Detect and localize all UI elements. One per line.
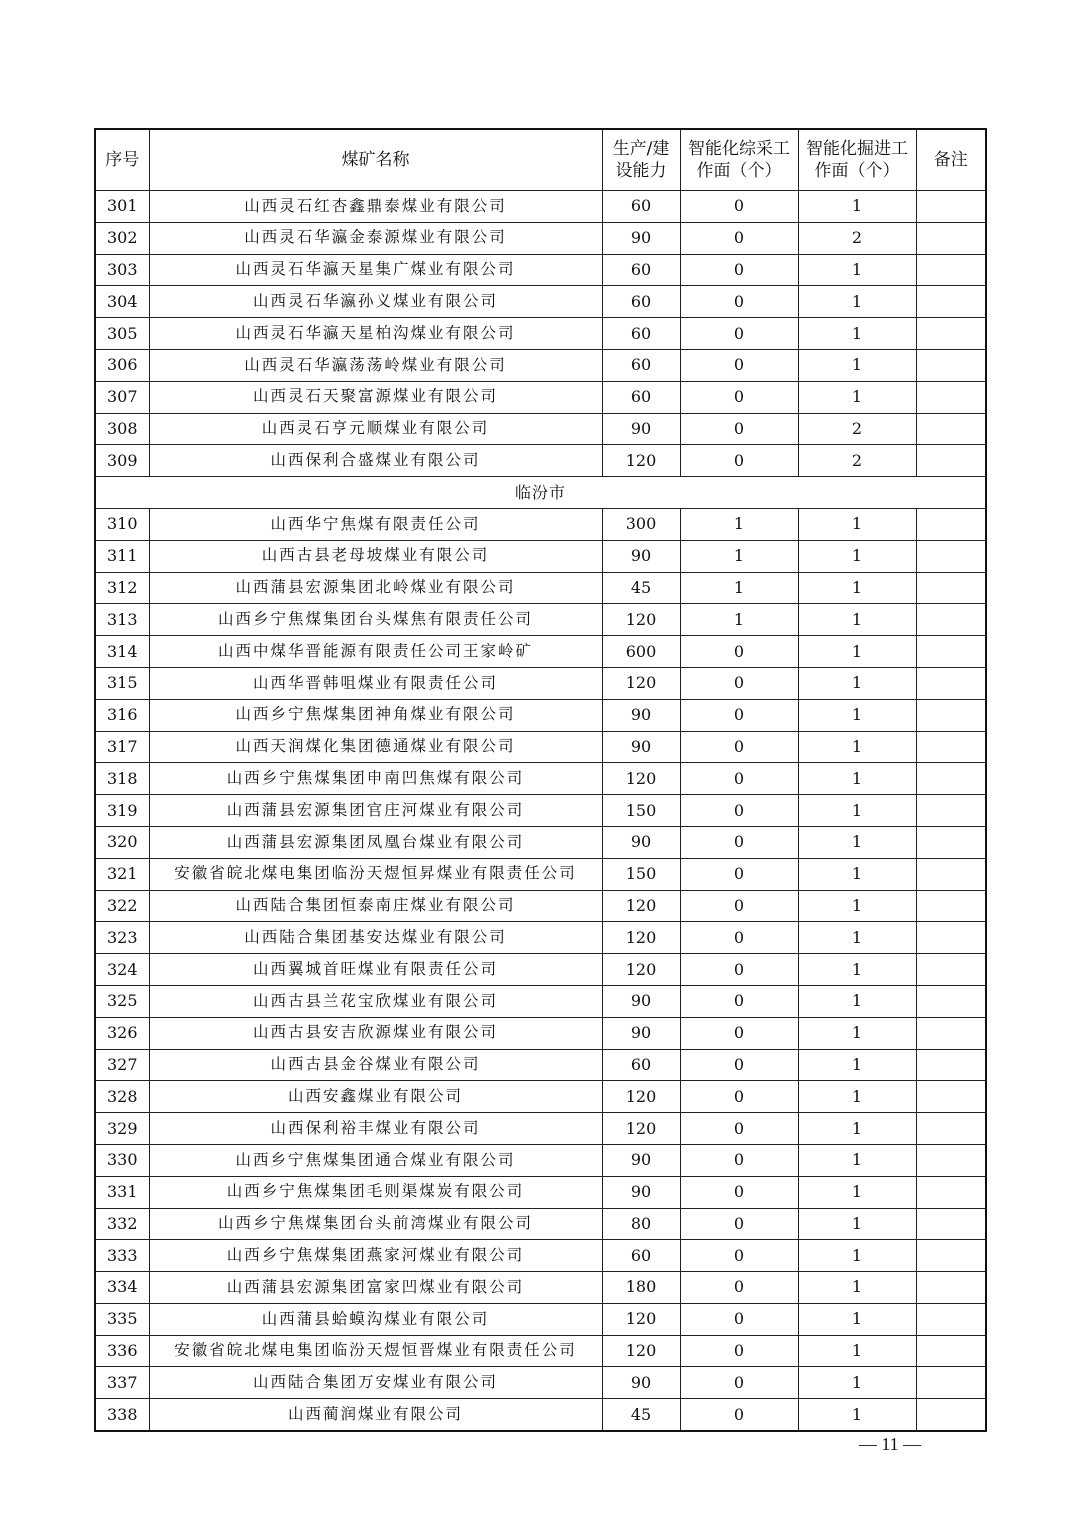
cell-tunneling: 1 <box>798 508 916 540</box>
cell-mining: 0 <box>680 445 798 477</box>
header-remark: 备注 <box>916 129 986 191</box>
table-row <box>95 413 986 445</box>
cell-tunneling: 1 <box>798 286 916 318</box>
table-row <box>95 763 986 795</box>
cell-tunneling: 1 <box>798 890 916 922</box>
cell-tunneling: 1 <box>798 381 916 413</box>
table-row <box>95 922 986 954</box>
table-row <box>95 826 986 858</box>
cell-tunneling: 1 <box>798 191 916 223</box>
cell-capacity: 120 <box>602 445 680 477</box>
cell-name: 山西乡宁焦煤集团台头煤焦有限责任公司 <box>149 604 602 636</box>
cell-mining: 0 <box>680 1399 798 1431</box>
cell-seq: 315 <box>95 667 149 699</box>
cell-tunneling: 1 <box>798 1303 916 1335</box>
table-header-row <box>95 129 986 191</box>
cell-seq: 312 <box>95 572 149 604</box>
cell-capacity: 45 <box>602 1399 680 1431</box>
table-row <box>95 1335 986 1367</box>
cell-seq: 311 <box>95 540 149 572</box>
cell-name: 山西保利裕丰煤业有限公司 <box>149 1113 602 1145</box>
cell-seq: 336 <box>95 1335 149 1367</box>
cell-remark <box>916 826 986 858</box>
cell-tunneling: 1 <box>798 540 916 572</box>
cell-remark <box>916 731 986 763</box>
cell-tunneling: 1 <box>798 1272 916 1304</box>
cell-remark <box>916 445 986 477</box>
cell-name: 山西蒲县蛤蟆沟煤业有限公司 <box>149 1303 602 1335</box>
header-tunneling: 智能化掘进工作面（个） <box>798 129 916 191</box>
cell-mining: 0 <box>680 890 798 922</box>
cell-capacity: 120 <box>602 1335 680 1367</box>
cell-mining: 0 <box>680 318 798 350</box>
cell-remark <box>916 254 986 286</box>
cell-name: 安徽省皖北煤电集团临汾天煜恒晋煤业有限责任公司 <box>149 1335 602 1367</box>
cell-capacity: 120 <box>602 922 680 954</box>
cell-seq: 324 <box>95 954 149 986</box>
cell-remark <box>916 381 986 413</box>
cell-capacity: 90 <box>602 731 680 763</box>
table-row <box>95 318 986 350</box>
coal-mine-table <box>94 128 987 1432</box>
table-row <box>95 954 986 986</box>
cell-capacity: 120 <box>602 1113 680 1145</box>
cell-tunneling: 1 <box>798 795 916 827</box>
cell-capacity: 120 <box>602 763 680 795</box>
cell-seq: 323 <box>95 922 149 954</box>
table-row <box>95 1176 986 1208</box>
table-row <box>95 795 986 827</box>
cell-remark <box>916 1335 986 1367</box>
cell-name: 山西古县金谷煤业有限公司 <box>149 1049 602 1081</box>
cell-tunneling: 1 <box>798 572 916 604</box>
cell-mining: 0 <box>680 954 798 986</box>
cell-tunneling: 1 <box>798 636 916 668</box>
cell-name: 安徽省皖北煤电集团临汾天煜恒昇煤业有限责任公司 <box>149 858 602 890</box>
table-row <box>95 254 986 286</box>
cell-remark <box>916 890 986 922</box>
table-body <box>95 191 986 1432</box>
cell-remark <box>916 572 986 604</box>
cell-tunneling: 1 <box>798 954 916 986</box>
cell-capacity: 120 <box>602 890 680 922</box>
cell-capacity: 180 <box>602 1272 680 1304</box>
cell-capacity: 60 <box>602 318 680 350</box>
cell-tunneling: 1 <box>798 1081 916 1113</box>
cell-name: 山西古县兰花宝欣煤业有限公司 <box>149 985 602 1017</box>
table-row <box>95 636 986 668</box>
cell-capacity: 60 <box>602 349 680 381</box>
cell-name: 山西乡宁焦煤集团神角煤业有限公司 <box>149 699 602 731</box>
cell-capacity: 90 <box>602 413 680 445</box>
cell-capacity: 60 <box>602 1240 680 1272</box>
cell-mining: 0 <box>680 922 798 954</box>
table-row <box>95 1303 986 1335</box>
cell-mining: 1 <box>680 508 798 540</box>
cell-remark <box>916 1049 986 1081</box>
cell-name: 山西乡宁焦煤集团台头前湾煤业有限公司 <box>149 1208 602 1240</box>
cell-name: 山西灵石红杏鑫鼎泰煤业有限公司 <box>149 191 602 223</box>
cell-seq: 318 <box>95 763 149 795</box>
header-capacity: 生产/建设能力 <box>602 129 680 191</box>
cell-remark <box>916 1176 986 1208</box>
cell-name: 山西蒲县宏源集团凤凰台煤业有限公司 <box>149 826 602 858</box>
cell-name: 山西安鑫煤业有限公司 <box>149 1081 602 1113</box>
cell-remark <box>916 1240 986 1272</box>
cell-remark <box>916 985 986 1017</box>
cell-name: 山西灵石亨元顺煤业有限公司 <box>149 413 602 445</box>
cell-mining: 0 <box>680 254 798 286</box>
cell-tunneling: 1 <box>798 318 916 350</box>
table-row <box>95 1240 986 1272</box>
cell-tunneling: 1 <box>798 1240 916 1272</box>
cell-seq: 303 <box>95 254 149 286</box>
cell-seq: 327 <box>95 1049 149 1081</box>
cell-capacity: 120 <box>602 604 680 636</box>
cell-tunneling: 2 <box>798 222 916 254</box>
cell-capacity: 60 <box>602 191 680 223</box>
cell-seq: 335 <box>95 1303 149 1335</box>
table-row <box>95 222 986 254</box>
cell-seq: 317 <box>95 731 149 763</box>
cell-seq: 321 <box>95 858 149 890</box>
cell-capacity: 90 <box>602 1017 680 1049</box>
cell-name: 山西翼城首旺煤业有限责任公司 <box>149 954 602 986</box>
cell-remark <box>916 222 986 254</box>
cell-name: 山西保利合盛煤业有限公司 <box>149 445 602 477</box>
cell-seq: 313 <box>95 604 149 636</box>
cell-mining: 0 <box>680 1049 798 1081</box>
cell-tunneling: 1 <box>798 731 916 763</box>
table-row <box>95 858 986 890</box>
cell-mining: 0 <box>680 699 798 731</box>
cell-mining: 0 <box>680 1303 798 1335</box>
cell-name: 山西灵石华瀛荡荡岭煤业有限公司 <box>149 349 602 381</box>
cell-seq: 332 <box>95 1208 149 1240</box>
table-row <box>95 699 986 731</box>
cell-mining: 0 <box>680 636 798 668</box>
cell-name: 山西灵石华瀛天星柏沟煤业有限公司 <box>149 318 602 350</box>
cell-capacity: 80 <box>602 1208 680 1240</box>
cell-remark <box>916 667 986 699</box>
cell-seq: 334 <box>95 1272 149 1304</box>
cell-mining: 0 <box>680 731 798 763</box>
cell-remark <box>916 413 986 445</box>
cell-seq: 314 <box>95 636 149 668</box>
cell-seq: 316 <box>95 699 149 731</box>
section-row <box>95 477 986 509</box>
cell-name: 山西华晋韩咀煤业有限责任公司 <box>149 667 602 699</box>
cell-name: 山西古县老母坡煤业有限公司 <box>149 540 602 572</box>
cell-mining: 0 <box>680 191 798 223</box>
cell-mining: 0 <box>680 381 798 413</box>
cell-name: 山西蒲县宏源集团富家凹煤业有限公司 <box>149 1272 602 1304</box>
table-row <box>95 667 986 699</box>
cell-remark <box>916 954 986 986</box>
cell-tunneling: 1 <box>798 1113 916 1145</box>
cell-remark <box>916 1081 986 1113</box>
cell-mining: 0 <box>680 1081 798 1113</box>
cell-remark <box>916 1303 986 1335</box>
cell-tunneling: 1 <box>798 1399 916 1431</box>
cell-mining: 0 <box>680 413 798 445</box>
cell-remark <box>916 1144 986 1176</box>
cell-capacity: 150 <box>602 858 680 890</box>
table-row <box>95 731 986 763</box>
cell-capacity: 90 <box>602 699 680 731</box>
cell-seq: 338 <box>95 1399 149 1431</box>
cell-mining: 0 <box>680 858 798 890</box>
cell-tunneling: 1 <box>798 349 916 381</box>
cell-mining: 1 <box>680 604 798 636</box>
cell-capacity: 120 <box>602 954 680 986</box>
cell-capacity: 120 <box>602 1081 680 1113</box>
cell-remark <box>916 508 986 540</box>
cell-seq: 306 <box>95 349 149 381</box>
cell-capacity: 90 <box>602 222 680 254</box>
cell-name: 山西陆合集团基安达煤业有限公司 <box>149 922 602 954</box>
cell-remark <box>916 191 986 223</box>
page-number: — 11 — <box>858 1434 922 1454</box>
cell-name: 山西陆合集团恒泰南庄煤业有限公司 <box>149 890 602 922</box>
cell-seq: 319 <box>95 795 149 827</box>
cell-seq: 337 <box>95 1367 149 1399</box>
header-seq: 序号 <box>95 129 149 191</box>
cell-name: 山西蒲县宏源集团官庄河煤业有限公司 <box>149 795 602 827</box>
table-row <box>95 1049 986 1081</box>
cell-name: 山西乡宁焦煤集团毛则渠煤炭有限公司 <box>149 1176 602 1208</box>
cell-name: 山西天润煤化集团德通煤业有限公司 <box>149 731 602 763</box>
cell-name: 山西华宁焦煤有限责任公司 <box>149 508 602 540</box>
cell-capacity: 90 <box>602 1144 680 1176</box>
cell-mining: 0 <box>680 1113 798 1145</box>
cell-mining: 0 <box>680 1240 798 1272</box>
section-title: 临汾市 <box>95 477 986 509</box>
cell-seq: 305 <box>95 318 149 350</box>
table-row <box>95 572 986 604</box>
cell-mining: 0 <box>680 1176 798 1208</box>
table-row <box>95 1113 986 1145</box>
header-name: 煤矿名称 <box>149 129 602 191</box>
cell-mining: 0 <box>680 667 798 699</box>
cell-remark <box>916 540 986 572</box>
table-row <box>95 1144 986 1176</box>
cell-name: 山西蔺润煤业有限公司 <box>149 1399 602 1431</box>
cell-tunneling: 1 <box>798 1335 916 1367</box>
cell-remark <box>916 1272 986 1304</box>
cell-mining: 1 <box>680 572 798 604</box>
cell-mining: 0 <box>680 349 798 381</box>
cell-tunneling: 2 <box>798 413 916 445</box>
cell-name: 山西乡宁焦煤集团申南凹焦煤有限公司 <box>149 763 602 795</box>
cell-tunneling: 1 <box>798 858 916 890</box>
cell-tunneling: 1 <box>798 1367 916 1399</box>
table-row <box>95 1208 986 1240</box>
cell-remark <box>916 1017 986 1049</box>
cell-capacity: 90 <box>602 540 680 572</box>
cell-seq: 328 <box>95 1081 149 1113</box>
cell-tunneling: 1 <box>798 1144 916 1176</box>
cell-remark <box>916 349 986 381</box>
cell-capacity: 45 <box>602 572 680 604</box>
cell-mining: 0 <box>680 985 798 1017</box>
table-row <box>95 1272 986 1304</box>
cell-seq: 329 <box>95 1113 149 1145</box>
cell-seq: 302 <box>95 222 149 254</box>
cell-capacity: 90 <box>602 985 680 1017</box>
cell-tunneling: 1 <box>798 1017 916 1049</box>
cell-name: 山西灵石天聚富源煤业有限公司 <box>149 381 602 413</box>
cell-seq: 304 <box>95 286 149 318</box>
cell-name: 山西陆合集团万安煤业有限公司 <box>149 1367 602 1399</box>
cell-remark <box>916 286 986 318</box>
cell-mining: 0 <box>680 1208 798 1240</box>
cell-tunneling: 1 <box>798 922 916 954</box>
cell-name: 山西乡宁焦煤集团燕家河煤业有限公司 <box>149 1240 602 1272</box>
cell-tunneling: 1 <box>798 667 916 699</box>
cell-mining: 1 <box>680 540 798 572</box>
cell-tunneling: 2 <box>798 445 916 477</box>
cell-seq: 310 <box>95 508 149 540</box>
cell-mining: 0 <box>680 1272 798 1304</box>
cell-seq: 307 <box>95 381 149 413</box>
cell-name: 山西乡宁焦煤集团通合煤业有限公司 <box>149 1144 602 1176</box>
cell-tunneling: 1 <box>798 254 916 286</box>
cell-seq: 322 <box>95 890 149 922</box>
cell-seq: 333 <box>95 1240 149 1272</box>
cell-name: 山西灵石华瀛孙义煤业有限公司 <box>149 286 602 318</box>
cell-mining: 0 <box>680 763 798 795</box>
table-row <box>95 1399 986 1431</box>
cell-seq: 320 <box>95 826 149 858</box>
cell-mining: 0 <box>680 795 798 827</box>
cell-capacity: 60 <box>602 381 680 413</box>
table-row <box>95 1367 986 1399</box>
cell-tunneling: 1 <box>798 604 916 636</box>
table-row <box>95 508 986 540</box>
cell-name: 山西蒲县宏源集团北岭煤业有限公司 <box>149 572 602 604</box>
table-row <box>95 349 986 381</box>
cell-tunneling: 1 <box>798 826 916 858</box>
cell-tunneling: 1 <box>798 1208 916 1240</box>
cell-name: 山西灵石华瀛天星集广煤业有限公司 <box>149 254 602 286</box>
cell-seq: 331 <box>95 1176 149 1208</box>
cell-remark <box>916 763 986 795</box>
table-row <box>95 286 986 318</box>
cell-seq: 325 <box>95 985 149 1017</box>
cell-seq: 308 <box>95 413 149 445</box>
cell-capacity: 60 <box>602 1049 680 1081</box>
cell-capacity: 90 <box>602 826 680 858</box>
cell-tunneling: 1 <box>798 985 916 1017</box>
cell-tunneling: 1 <box>798 699 916 731</box>
cell-tunneling: 1 <box>798 763 916 795</box>
cell-remark <box>916 699 986 731</box>
cell-seq: 301 <box>95 191 149 223</box>
cell-capacity: 600 <box>602 636 680 668</box>
cell-seq: 309 <box>95 445 149 477</box>
cell-remark <box>916 318 986 350</box>
cell-remark <box>916 858 986 890</box>
table-row <box>95 604 986 636</box>
cell-capacity: 90 <box>602 1176 680 1208</box>
table-row <box>95 1081 986 1113</box>
cell-seq: 326 <box>95 1017 149 1049</box>
cell-tunneling: 1 <box>798 1049 916 1081</box>
table-row <box>95 381 986 413</box>
cell-mining: 0 <box>680 1367 798 1399</box>
cell-name: 山西灵石华瀛金泰源煤业有限公司 <box>149 222 602 254</box>
cell-remark <box>916 1113 986 1145</box>
cell-tunneling: 1 <box>798 1176 916 1208</box>
cell-remark <box>916 1208 986 1240</box>
cell-remark <box>916 795 986 827</box>
cell-mining: 0 <box>680 222 798 254</box>
cell-capacity: 90 <box>602 1367 680 1399</box>
cell-capacity: 60 <box>602 254 680 286</box>
cell-capacity: 300 <box>602 508 680 540</box>
cell-mining: 0 <box>680 1335 798 1367</box>
cell-capacity: 60 <box>602 286 680 318</box>
table-row <box>95 985 986 1017</box>
cell-remark <box>916 922 986 954</box>
cell-name: 山西古县安吉欣源煤业有限公司 <box>149 1017 602 1049</box>
cell-remark <box>916 636 986 668</box>
cell-remark <box>916 604 986 636</box>
cell-capacity: 150 <box>602 795 680 827</box>
cell-remark <box>916 1399 986 1431</box>
cell-seq: 330 <box>95 1144 149 1176</box>
cell-capacity: 120 <box>602 667 680 699</box>
cell-name: 山西中煤华晋能源有限责任公司王家岭矿 <box>149 636 602 668</box>
cell-capacity: 120 <box>602 1303 680 1335</box>
table-row <box>95 445 986 477</box>
cell-remark <box>916 1367 986 1399</box>
cell-mining: 0 <box>680 826 798 858</box>
cell-mining: 0 <box>680 1017 798 1049</box>
cell-mining: 0 <box>680 1144 798 1176</box>
table-row <box>95 890 986 922</box>
header-mining: 智能化综采工作面（个） <box>680 129 798 191</box>
table-row <box>95 1017 986 1049</box>
table-row <box>95 540 986 572</box>
cell-mining: 0 <box>680 286 798 318</box>
table-row <box>95 191 986 223</box>
